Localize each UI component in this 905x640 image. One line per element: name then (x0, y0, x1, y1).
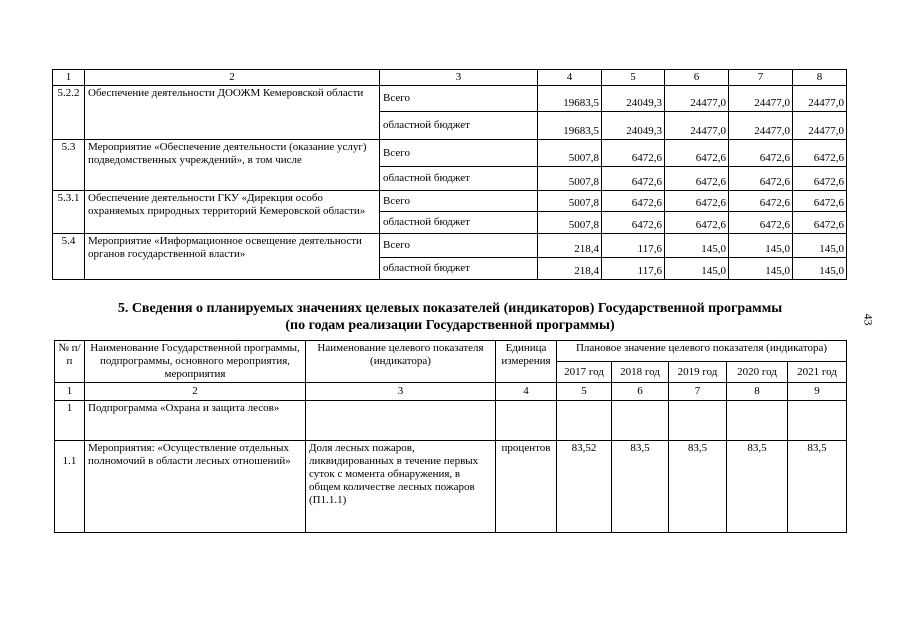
table-row (55, 401, 847, 441)
value-cell: 83,5 (669, 441, 727, 533)
value-cell: 117,6 (602, 234, 665, 258)
value-cell: 6472,6 (729, 167, 793, 191)
value-cell: 24477,0 (665, 86, 729, 112)
header-cell: 1 (53, 70, 85, 86)
value-cell: 145,0 (729, 234, 793, 258)
value-cell: 6472,6 (602, 212, 665, 234)
value-cell: 83,5 (788, 441, 847, 533)
row-number: 5.3.1 (53, 191, 85, 234)
empty-cell (557, 401, 612, 441)
year-cell: 2020 год (727, 362, 788, 383)
value-cell: 6472,6 (665, 212, 729, 234)
numbering-row (55, 383, 847, 401)
funding-source: Всего (380, 86, 538, 112)
row-number: 5.3 (53, 140, 85, 191)
value-cell: 6472,6 (793, 140, 847, 167)
header-unit: Единица измерения (496, 341, 557, 383)
value-cell: 83,5 (727, 441, 788, 533)
year-cell: 2019 год (669, 362, 727, 383)
header-num: № п/п (55, 341, 85, 383)
value-cell: 24477,0 (729, 112, 793, 140)
value-cell: 218,4 (538, 234, 602, 258)
budget-header-row (53, 70, 847, 86)
value-cell: 6472,6 (665, 191, 729, 212)
value-cell: 6472,6 (793, 167, 847, 191)
value-cell: 145,0 (729, 258, 793, 280)
value-cell: 24477,0 (729, 86, 793, 112)
unit-cell: процентов (496, 441, 557, 533)
value-cell: 83,5 (612, 441, 669, 533)
numbering-cell: 1 (55, 383, 85, 401)
funding-source: Всего (380, 234, 538, 258)
empty-cell (788, 401, 847, 441)
numbering-cell: 3 (306, 383, 496, 401)
value-cell: 6472,6 (793, 191, 847, 212)
section-title: 5. Сведения о планируемых значениях целевых показателей (индикаторов) Государственной программы (117, 301, 783, 316)
header-cell: 5 (602, 70, 665, 86)
numbering-cell: 2 (85, 383, 306, 401)
page-number: 43 (861, 313, 876, 326)
year-cell: 2021 год (788, 362, 847, 383)
value-cell: 6472,6 (729, 212, 793, 234)
value-cell: 145,0 (665, 258, 729, 280)
value-cell: 24049,3 (602, 86, 665, 112)
empty-cell (496, 401, 557, 441)
indicator-table (54, 340, 847, 533)
header-cell: 7 (729, 70, 793, 86)
value-cell: 5007,8 (538, 167, 602, 191)
value-cell: 145,0 (793, 258, 847, 280)
numbering-cell: 4 (496, 383, 557, 401)
value-cell: 6472,6 (793, 212, 847, 234)
row-name: Мероприятие «Информационное освещение деятельности органов государственной власти» (85, 234, 380, 280)
header-cell: 2 (85, 70, 380, 86)
value-cell: 24477,0 (793, 86, 847, 112)
value-cell: 6472,6 (729, 140, 793, 167)
row-name: Мероприятие «Обеспечение деятельности (оказание услуг) подведомственных учреждений», в том числе (85, 140, 380, 191)
program-name: Подпрограмма «Охрана и защита лесов» (85, 401, 306, 441)
year-cell: 2018 год (612, 362, 669, 383)
numbering-cell: 8 (727, 383, 788, 401)
numbering-cell: 5 (557, 383, 612, 401)
numbering-cell: 6 (612, 383, 669, 401)
value-cell: 6472,6 (602, 167, 665, 191)
budget-table (52, 69, 847, 280)
value-cell: 6472,6 (665, 167, 729, 191)
numbering-cell: 9 (788, 383, 847, 401)
header-plan-value: Плановое значение целевого показателя (индикатора) (557, 341, 847, 362)
value-cell: 145,0 (665, 234, 729, 258)
header-cell: 4 (538, 70, 602, 86)
value-cell: 6472,6 (602, 140, 665, 167)
empty-cell (612, 401, 669, 441)
empty-cell (306, 401, 496, 441)
value-cell: 145,0 (793, 234, 847, 258)
value-cell: 5007,8 (538, 140, 602, 167)
value-cell: 24477,0 (793, 112, 847, 140)
header-indicator-name: Наименование целевого показателя (индикатора) (306, 341, 496, 383)
budget-row (53, 234, 847, 258)
section-subtitle: (по годам реализации Государственной программы) (285, 318, 615, 333)
row-number: 5.2.2 (53, 86, 85, 140)
row-name: Обеспечение деятельности ГКУ «Дирекция особо охраняемых природных территорий Кемеровской области» (85, 191, 380, 234)
value-cell: 19683,5 (538, 112, 602, 140)
value-cell: 24049,3 (602, 112, 665, 140)
program-name: Мероприятия: «Осуществление отдельных полномочий в области лесных отношений» (85, 441, 306, 533)
value-cell: 6472,6 (602, 191, 665, 212)
empty-cell (669, 401, 727, 441)
value-cell: 5007,8 (538, 191, 602, 212)
row-name: Обеспечение деятельности ДООЖМ Кемеровской области (85, 86, 380, 140)
value-cell: 5007,8 (538, 212, 602, 234)
indicator-header-row (55, 341, 847, 362)
budget-row (53, 86, 847, 112)
row-num: 1 (55, 401, 85, 441)
row-number: 5.4 (53, 234, 85, 280)
funding-source: областной бюджет (380, 258, 538, 280)
value-cell: 117,6 (602, 258, 665, 280)
header-program-name: Наименование Государственной программы, подпрограммы, основного мероприятия, мероприятия (85, 341, 306, 383)
value-cell: 19683,5 (538, 86, 602, 112)
value-cell: 6472,6 (729, 191, 793, 212)
value-cell: 24477,0 (665, 112, 729, 140)
funding-source: областной бюджет (380, 212, 538, 234)
funding-source: Всего (380, 191, 538, 212)
empty-cell (727, 401, 788, 441)
budget-row (53, 140, 847, 167)
funding-source: областной бюджет (380, 167, 538, 191)
funding-source: областной бюджет (380, 112, 538, 140)
indicator-name: Доля лесных пожаров, ликвидированных в течение первых суток с момента обнаружения, в общем количестве лесных пожаров (П1.1.1) (306, 441, 496, 533)
row-num: 1.1 (55, 441, 85, 533)
funding-source: Всего (380, 140, 538, 167)
year-cell: 2017 год (557, 362, 612, 383)
value-cell: 6472,6 (665, 140, 729, 167)
value-cell: 83,52 (557, 441, 612, 533)
budget-row (53, 191, 847, 212)
value-cell: 218,4 (538, 258, 602, 280)
table-row (55, 441, 847, 533)
header-cell: 6 (665, 70, 729, 86)
header-cell: 3 (380, 70, 538, 86)
numbering-cell: 7 (669, 383, 727, 401)
header-cell: 8 (793, 70, 847, 86)
